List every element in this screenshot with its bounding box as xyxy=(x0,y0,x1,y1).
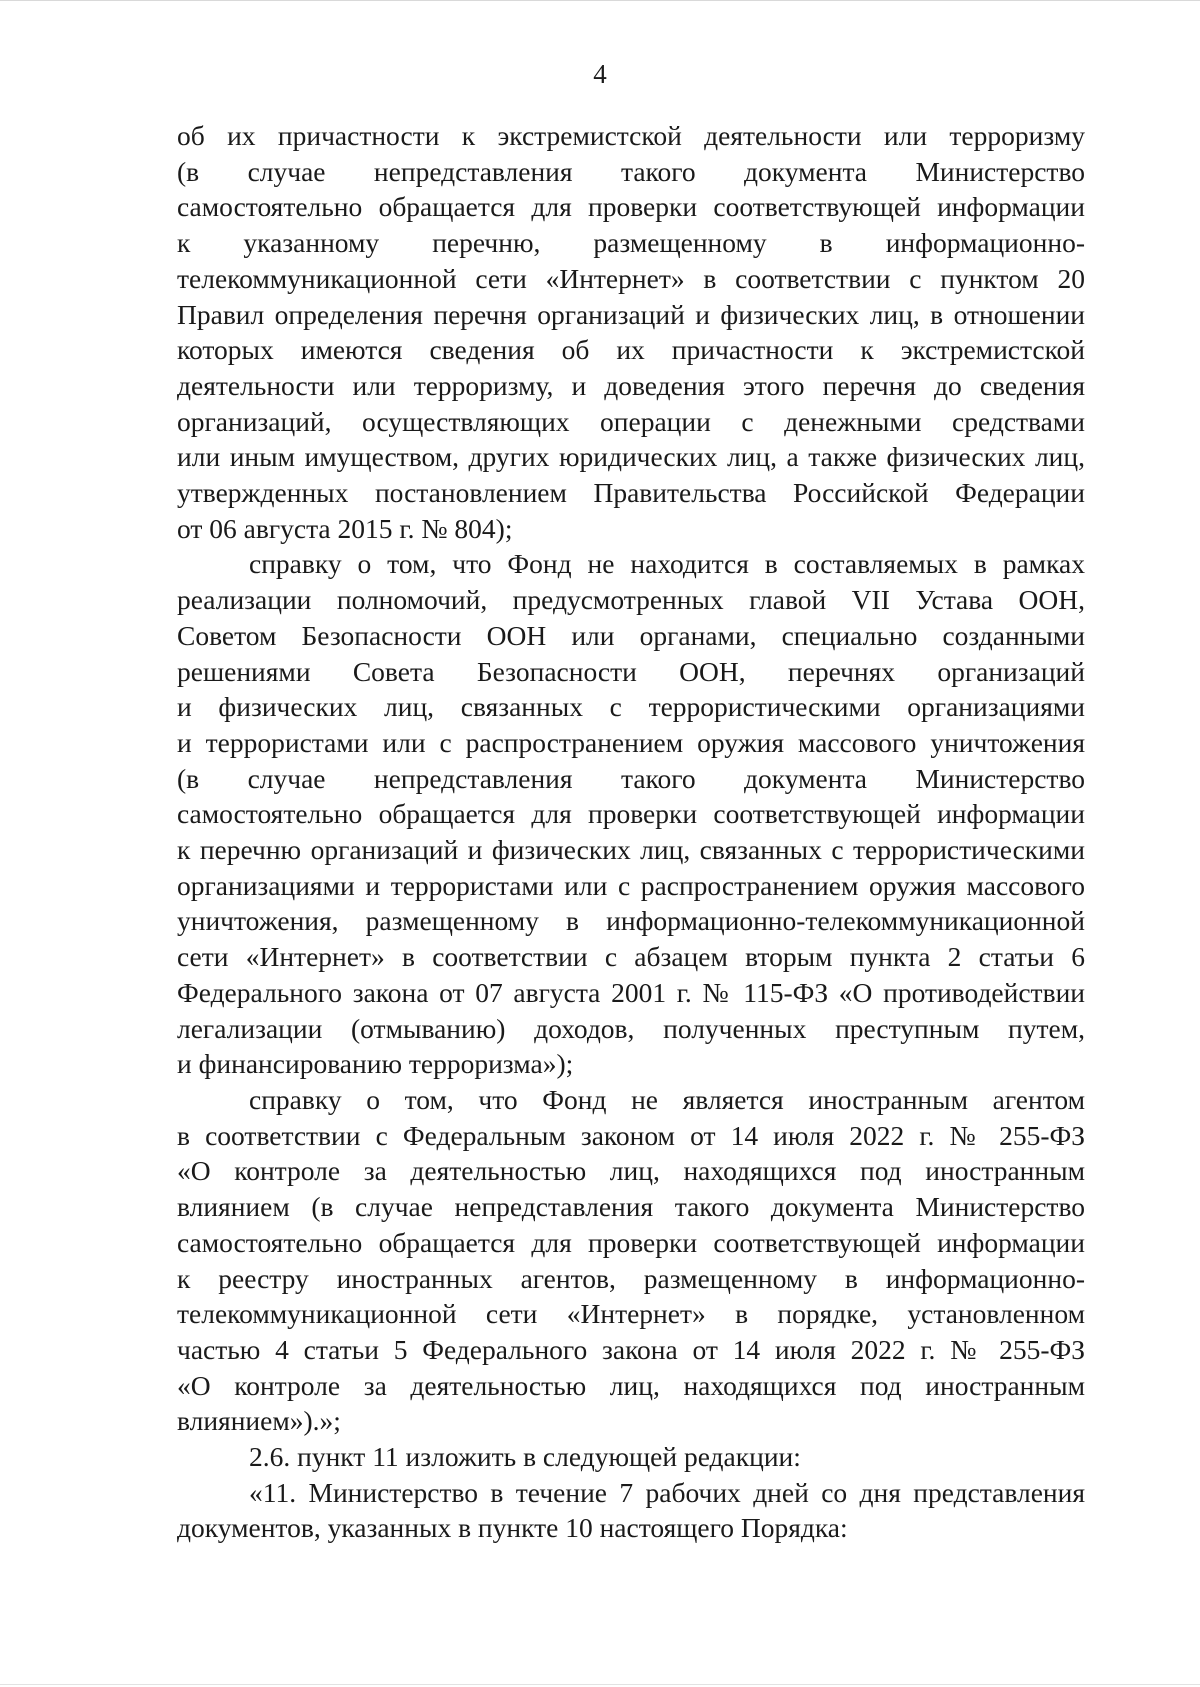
text-line: сети «Интернет» в соответствии с абзацем вторым пункта 2 статьи 6 xyxy=(177,941,1085,973)
text-line: в соответствии с Федеральным законом от 14 июля 2022 г. № 255-ФЗ xyxy=(177,1119,1085,1151)
text-line: самостоятельно обращается для проверки соответствующей информации xyxy=(177,191,1085,223)
text-line: справку о том, что Фонд не является иностранным агентом xyxy=(249,1083,1085,1115)
text-line: (в случае непредставления такого документа Министерство xyxy=(177,155,1085,187)
text-line: и террористами или с распространением оружия массового уничтожения xyxy=(177,726,1085,758)
text-line: и финансированию терроризма»); xyxy=(177,1048,574,1080)
scan-edge-bottom xyxy=(0,1684,1200,1685)
text-line: влиянием»).»; xyxy=(177,1405,341,1437)
text-line: к указанному перечню, размещенному в информационно- xyxy=(177,227,1085,259)
text-line: (в случае непредставления такого документа Министерство xyxy=(177,762,1085,794)
text-line: «О контроле за деятельностью лиц, находящихся под иностранным xyxy=(177,1155,1085,1187)
text-line: решениями Совета Безопасности ООН, перечнях организаций xyxy=(177,655,1085,687)
text-line: уничтожения, размещенному в информационно-телекоммуникационной xyxy=(177,905,1085,937)
text-line: которых имеются сведения об их причастности к экстремистской xyxy=(177,334,1085,366)
text-line: частью 4 статьи 5 Федерального закона от 14 июля 2022 г. № 255-ФЗ xyxy=(177,1333,1085,1365)
text-line: «О контроле за деятельностью лиц, находящихся под иностранным xyxy=(177,1369,1085,1401)
text-line: к реестру иностранных агентов, размещенному в информационно- xyxy=(177,1262,1085,1294)
text-line: документов, указанных в пункте 10 настоящего Порядка: xyxy=(177,1512,848,1544)
text-line: к перечню организаций и физических лиц, связанных с террористическими xyxy=(177,834,1085,866)
text-line: 2.6. пункт 11 изложить в следующей редакции: xyxy=(249,1441,801,1473)
page-number: 4 xyxy=(593,59,607,89)
text-line: Советом Безопасности ООН или органами, специально созданными xyxy=(177,619,1085,651)
text-line: деятельности или терроризму, и доведения этого перечня до сведения xyxy=(177,369,1085,401)
text-line: телекоммуникационной сети «Интернет» в порядке, установленном xyxy=(177,1298,1085,1330)
text-line: влиянием (в случае непредставления такого документа Министерство xyxy=(177,1191,1085,1223)
text-line: «11. Министерство в течение 7 рабочих дней со дня представления xyxy=(249,1476,1085,1508)
text-line: реализации полномочий, предусмотренных главой VII Устава ООН, xyxy=(177,584,1085,616)
text-line: самостоятельно обращается для проверки соответствующей информации xyxy=(177,1226,1085,1258)
text-line: от 06 августа 2015 г. № 804); xyxy=(177,512,513,544)
text-line: Федерального закона от 07 августа 2001 г. № 115-ФЗ «О противодействии xyxy=(177,976,1085,1008)
text-line: организаций, осуществляющих операции с денежными средствами xyxy=(177,405,1085,437)
text-line: легализации (отмыванию) доходов, полученных преступным путем, xyxy=(177,1012,1085,1044)
text-line: справку о том, что Фонд не находится в составляемых в рамках xyxy=(249,548,1085,580)
text-line: организациями и террористами или с распространением оружия массового xyxy=(177,869,1085,901)
text-line: и физических лиц, связанных с террористическими организациями xyxy=(177,691,1085,723)
text-line: утвержденных постановлением Правительства Российской Федерации xyxy=(177,477,1085,509)
text-line: или иным имуществом, других юридических лиц, а также физических лиц, xyxy=(177,441,1085,473)
document-body xyxy=(177,118,1085,1546)
scan-edge-top xyxy=(0,0,1200,1)
text-line: Правил определения перечня организаций и физических лиц, в отношении xyxy=(177,298,1085,330)
text-line: об их причастности к экстремистской деятельности или терроризму xyxy=(177,120,1085,151)
text-line: самостоятельно обращается для проверки соответствующей информации xyxy=(177,798,1085,830)
text-line: телекоммуникационной сети «Интернет» в соответствии с пунктом 20 xyxy=(177,262,1085,294)
